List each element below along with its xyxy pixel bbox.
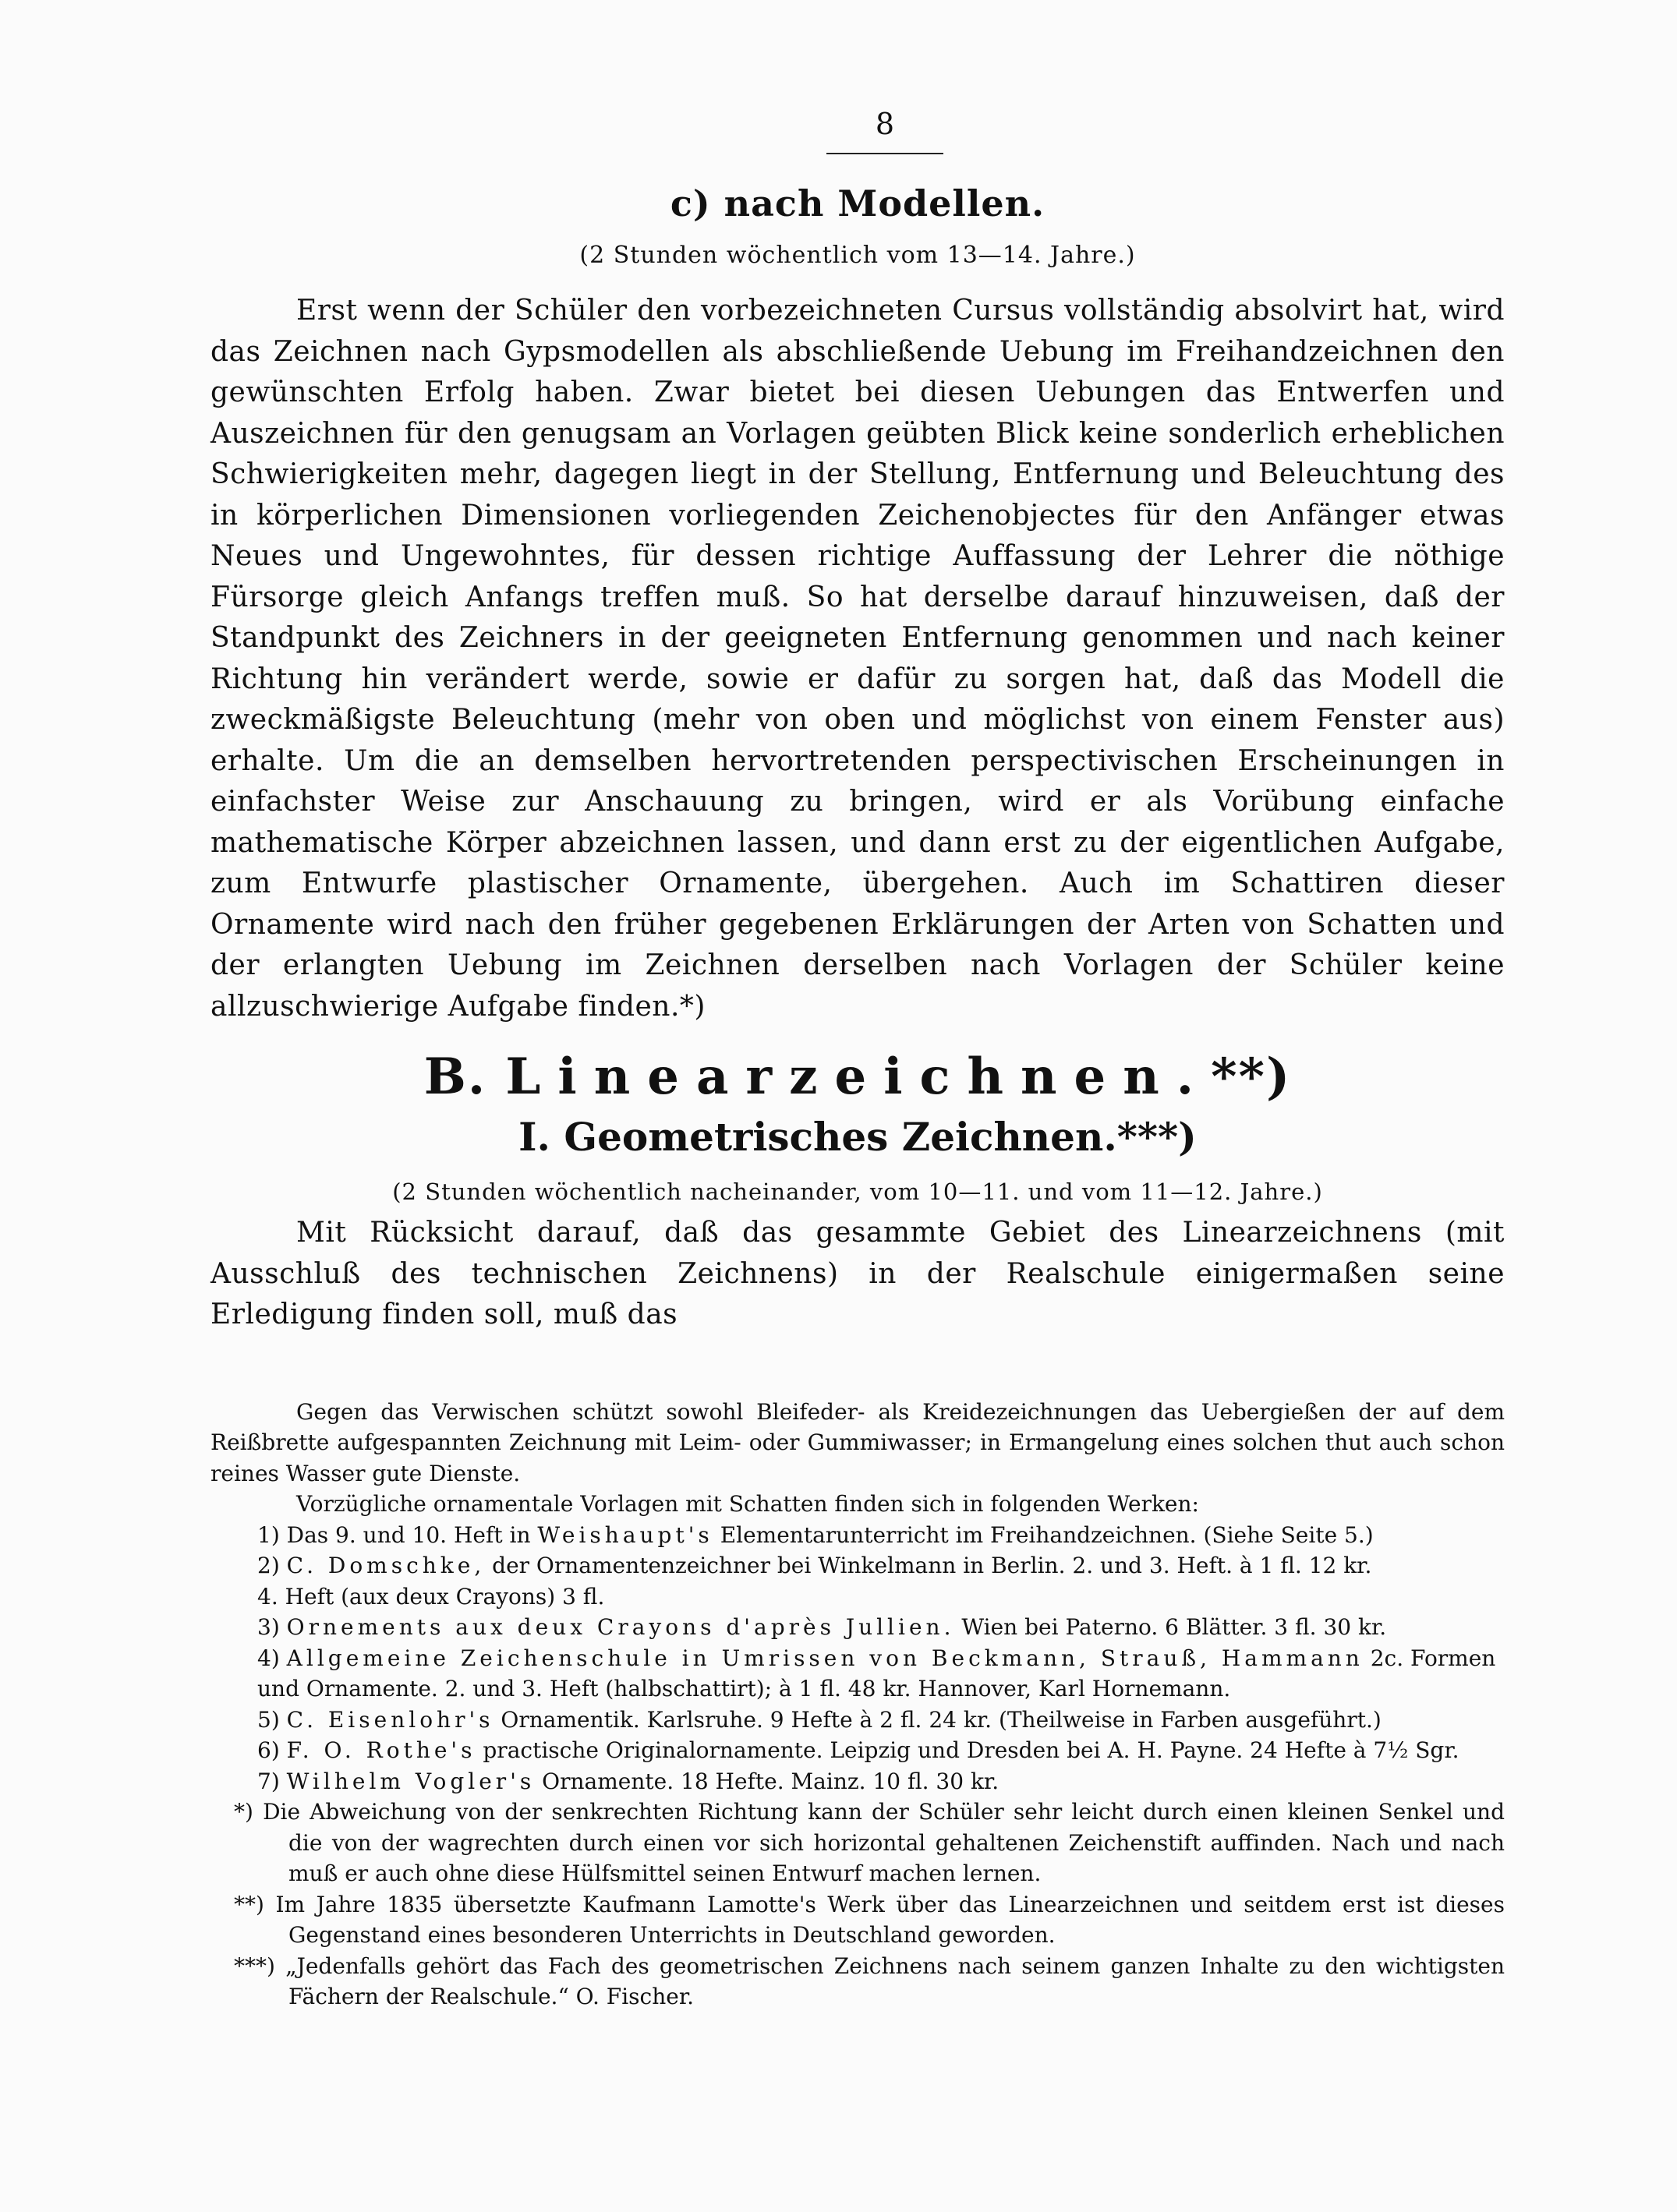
main-title-mark: **) [1211,1048,1292,1106]
footnote [211,1797,1505,1889]
works-intro: Vorzügliche ornamentale Vorlagen mit Schatten finden sich in folgenden Werken: [296,1491,1199,1517]
footnote-text: „Jedenfalls gehört das Fach des geometrischen Zeichnens nach seinem ganzen Inhalte zu den wichtigsten Fächern der Realschule.“ O. Fischer. [285,1952,1505,2009]
notes-block [211,1397,1505,2012]
section-c-body [211,291,1505,1027]
main-title [211,1048,1505,1106]
footnote-text: Die Abweichung von der senkrechten Richtung kann der Schüler sehr leicht durch einen kleinen Senkel und die von der wagrechten durch einen vor sich horizontal gehaltenen Zeichenstift auffinden. Nach und nach muß er auch ohne diese Hülfsmittel seinen Entwurf machen lernen. [263,1799,1505,1886]
footnote-mark: *) [234,1799,253,1825]
subsection-title: I. Geometrisches Zeichnen.***) [518,1114,1197,1160]
footnote-mark: ***) [234,1952,275,1979]
work-item: 1) Das 9. und 10. Heft in Weishaupt's Elementarunterricht im Freihandzeichnen. (Siehe Seite 5.) [257,1521,1374,1548]
footnote [211,1889,1505,1951]
section-heading-c: c) nach Modellen. [670,182,1045,224]
page-number: 8 [875,107,895,141]
section-b-paragraph: Mit Rücksicht darauf, daß das gesammte Gebiet des Linearzeichnens (mit Ausschluß des technischen Zeichnens) in der Realschule einigermaßen seine Erledigung finden soll, muß das [211,1217,1505,1330]
work-item: 4) Allgemeine Zeichenschule in Umrissen von Beckmann, Strauß, Hammann 2c. Formen [257,1645,1496,1671]
work-item-continuation: 4. Heft (aux deux Crayons) 3 fl. [257,1583,605,1610]
footnote-text: Im Jahre 1835 übersetzte Kaufmann Lamotte's Werk über das Linearzeichnen und seitdem erst ist dieses Gegenstand eines besonderen Unterrichts in Deutschland geworden. [275,1891,1505,1948]
footnote-mark: **) [234,1891,264,1917]
work-item: 3) Ornements aux deux Crayons d'après Jullien. Wien bei Paterno. 6 Blätter. 3 fl. 30 kr. [257,1614,1387,1640]
work-item: 7) Wilhelm Vogler's Ornamente. 18 Hefte. Mainz. 10 fl. 30 kr. [257,1768,999,1794]
main-title-text: Linearzeichnen. [505,1048,1212,1106]
main-title-letter: B. [423,1048,487,1106]
page-content [211,109,1505,2012]
work-item-continuation: und Ornamente. 2. und 3. Heft (halbschattirt); à 1 fl. 48 kr. Hannover, Karl Hornemann. [257,1676,1231,1701]
footnote [211,1951,1505,2012]
work-item: 5) C. Eisenlohr's Ornamentik. Karlsruhe. 9 Hefte à 2 fl. 24 kr. (Theilweise in Farben ausgeführt.) [257,1706,1382,1733]
header-rule [826,153,943,154]
work-item: 6) F. O. Rothe's practische Originalornamente. Leipzig und Dresden bei A. H. Payne. 24 Hefte à 7½ Sgr. [257,1737,1459,1763]
section-b-body [211,1213,1505,1336]
work-item: 2) C. Domschke, der Ornamentenzeichner bei Winkelmann in Berlin. 2. und 3. Heft. à 1 fl. 12 kr. [257,1553,1372,1578]
notes-intro: Gegen das Verwischen schützt sowohl Bleifeder- als Kreidezeichnungen das Uebergießen der auf dem Reißbrette aufgespannten Zeichnung mit Leim- oder Gummiwasser; in Ermangelung eines solchen thut auch schon reines Wasser gute Dienste. [211,1398,1505,1486]
section-c-hours: (2 Stunden wöchentlich vom 13—14. Jahre.) [579,242,1136,269]
subsection-hours: (2 Stunden wöchentlich nacheinander, vom 10—11. und vom 11—12. Jahre.) [392,1178,1323,1205]
section-c-paragraph: Erst wenn der Schüler den vorbezeichneten Cursus vollständig absolvirt hat, wird das Zeichnen nach Gypsmodellen als abschließende Uebung im Freihandzeichnen den gewünschten Erfolg haben. Zwar bietet bei diesen Uebungen das Entwerfen und Auszeichnen für den genugsam an Vorlagen geübten Blick keine sonderlich erheblichen Schwierigkeiten mehr, dagegen liegt in der Stellung, Entfernung und Beleuchtung des in körperlichen Dimensionen vorliegenden Zeichenobjectes für den Anfänger etwas Neues und Ungewohntes, für dessen richtige Auffassung der Lehrer die nöthige Fürsorge gleich Anfangs treffen muß. So hat derselbe darauf hinzuweisen, daß der Standpunkt des Zeichners in der geeigneten Entfernung genommen und nach keiner Richtung hin verändert werde, sowie er dafür zu sorgen hat, daß das Modell die zweckmäßigste Beleuchtung (mehr von oben und möglichst von einem Fenster aus) erhalte. Um die an demselben hervortretenden perspectivischen Erscheinungen in einfachster Weise zur Anschauung zu bringen, wird er als Vorübung einfache mathematische Körper abzeichnen lassen, und dann erst zu der eigentlichen Aufgabe, zum Entwurfe plastischer Ornamente, übergehen. Auch im Schattiren dieser Ornamente wird nach den früher gegebenen Erklärungen der Arten von Schatten und der erlangten Uebung im Zeichnen derselben nach Vorlagen der Schüler keine allzuschwierige Aufgabe finden.*) [211,295,1505,1023]
